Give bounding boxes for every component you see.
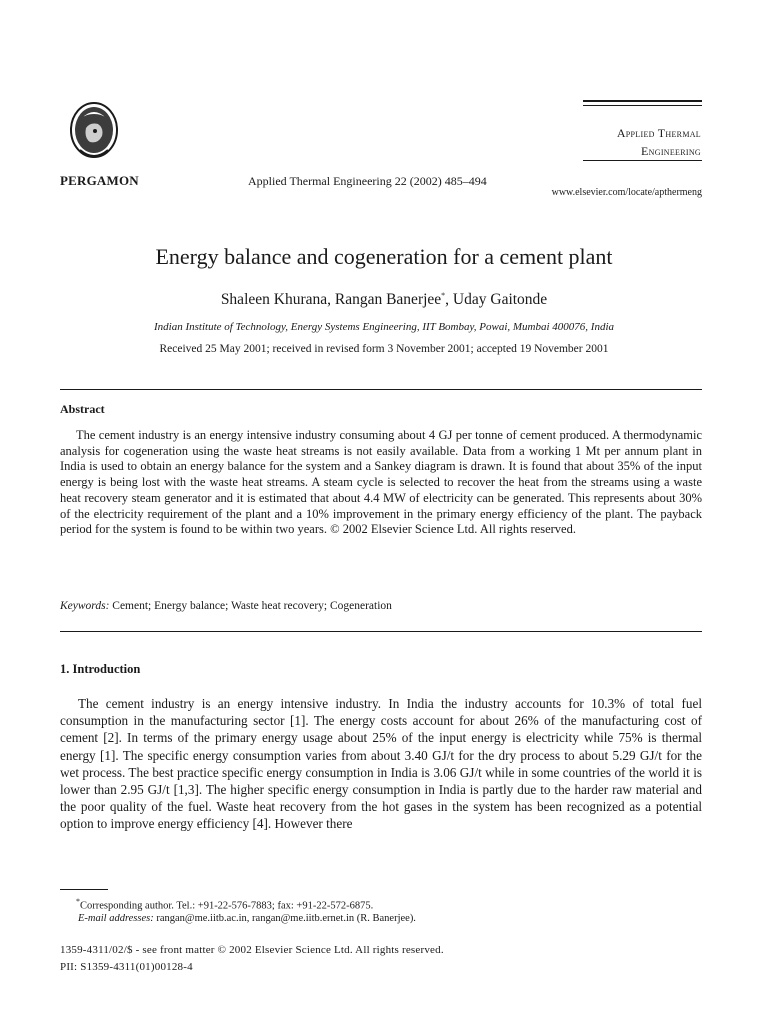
corresponding-author-mark[interactable]: * bbox=[441, 291, 446, 300]
abstract-heading: Abstract bbox=[60, 402, 105, 416]
author-list bbox=[0, 291, 768, 309]
issn-line: 1359-4311/02/$ - see front matter © 2002 Elsevier Science Ltd. All rights reserved. bbox=[60, 944, 444, 956]
journal-name bbox=[560, 124, 701, 160]
email-label: E-mail addresses: bbox=[78, 913, 154, 924]
email-footnote bbox=[60, 910, 720, 927]
footnote-rule bbox=[60, 889, 108, 890]
abstract-text: The cement industry is an energy intensive industry consuming about 4 GJ per tonne of cement produced. A thermodynamic analysis for cogeneration using the waste heat streams is not easily available. Data from a working 1 Mt per annum plant in India is used to obtain an energy balance for the system and a Sankey diagram is drawn. It is found that about 35% of the input energy is being lost with the waste heat streams. A steam cycle is selected to recover the heat from the streams using a waste heat recovery steam generator and it is estimated that about 4.4 MW of electricity can be generated. This represents about 30% of the electricity requirement of the plant and a 10% improvement in the primary energy efficiency of the plant. The payback period for the system is found to be within two years. © 2002 Elsevier Science Ltd. All rights reserved. bbox=[60, 428, 702, 537]
introduction-heading: 1. Introduction bbox=[60, 662, 141, 676]
pergamon-logo bbox=[68, 100, 120, 166]
journal-name-line1: Applied Thermal bbox=[616, 126, 701, 140]
keywords-label: Keywords: bbox=[60, 600, 110, 612]
journal-url[interactable]: www.elsevier.com/locate/apthermeng bbox=[551, 187, 702, 198]
header-rule bbox=[583, 105, 702, 106]
publisher-name: PERGAMON bbox=[60, 173, 139, 188]
corresponding-text: Corresponding author. Tel.: +91-22-576-7883; fax: +91-22-572-6875. bbox=[80, 900, 374, 912]
section-divider bbox=[60, 389, 702, 390]
journal-reference: Applied Thermal Engineering 22 (2002) 485–494 bbox=[248, 174, 487, 188]
affiliation: Indian Institute of Technology, Energy Systems Engineering, IIT Bombay, Powai, Mumbai 400076, India bbox=[153, 321, 615, 333]
header-rule bbox=[583, 160, 702, 161]
section-divider bbox=[60, 631, 702, 632]
keywords bbox=[60, 600, 392, 612]
introduction-text: The cement industry is an energy intensive industry. In India the industry accounts for 10.3% of total fuel consumption in the manufacturing sector [1]. The energy costs account for about 26% of the manufacturing cost of cement [2]. In terms of the primary energy usage about 25% of the input energy is electricity while 75% is thermal energy [1]. The specific energy consumption varies from about 3.40 GJ/t for the dry process to about 5.29 GJ/t for the wet process. The best practice specific energy consumption in India is 3.06 GJ/t while in some countries of the world it is lower than 2.95 GJ/t [1,3]. The higher specific energy consumption in India is partly due to the harder raw material and the poor quality of the fuel. Waste heat recovery from the hot gases in the system has been recognized as a potential option to improve energy efficiency [4]. However there bbox=[60, 696, 702, 832]
submission-dates: Received 25 May 2001; received in revised form 3 November 2001; accepted 19 November 2001 bbox=[159, 343, 609, 355]
article-title: Energy balance and cogeneration for a cement plant bbox=[155, 244, 613, 269]
keywords-text: Cement; Energy balance; Waste heat recovery; Cogeneration bbox=[109, 600, 392, 612]
footnote-mark: * bbox=[76, 897, 80, 906]
email-addresses[interactable]: rangan@me.iitb.ac.in, rangan@me.iitb.ernet.in (R. Banerjee). bbox=[153, 913, 416, 924]
authors-part1: Shaleen Khurana, Rangan Banerjee bbox=[220, 291, 442, 309]
pii-line: PII: S1359-4311(01)00128-4 bbox=[60, 961, 193, 973]
authors-part2: , Uday Gaitonde bbox=[445, 291, 548, 309]
journal-name-line2: Engineering bbox=[641, 144, 701, 158]
header-rule bbox=[583, 100, 702, 102]
